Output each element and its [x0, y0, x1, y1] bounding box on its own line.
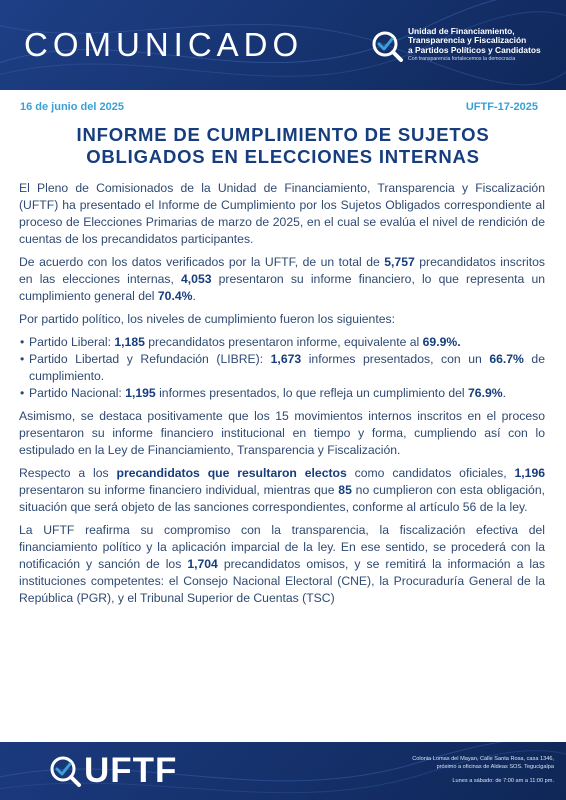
bullet-3-text-1: Partido Nacional:	[29, 386, 126, 400]
list-item-partido-libre	[19, 351, 545, 385]
paragraph-2-text-1: De acuerdo con los datos verificados por la UFTF, de un total de	[19, 255, 385, 269]
paragraph-5-text-2: como candidatos oficiales,	[346, 466, 515, 480]
paragraph-5-text-4: no cumplieron con esta obligación, situación que será objeto de las sanciones correspondientes, conforme al artículo 56 de la ley.	[19, 483, 545, 514]
bullet-2-text-2: informes presentados, con un	[301, 352, 490, 366]
elected-non-compliant: 85	[338, 483, 352, 497]
total-precandidates: 5,757	[384, 255, 415, 269]
footer-brand: UFTF	[84, 751, 178, 790]
bullet-3-text-3: .	[502, 386, 506, 400]
footer-address	[364, 756, 554, 771]
paragraph-5-text-1: Respecto a los	[19, 466, 117, 480]
paragraph-5-text-3: presentaron su informe financiero individual, mientras que	[19, 483, 339, 497]
logo-text	[408, 27, 541, 55]
paragraph-1: El Pleno de Comisionados de la Unidad de Financiamiento, Transparencia y Fiscalización (UFTF) ha presentado el Informe de Cumplimiento por los Sujetos Obligados correspondiente al proceso de Elecciones Primarias de marzo de 2025, en el cual se evalúa el nivel de rendición de cuentas de los precandidatos participantes.	[19, 181, 545, 246]
bullet-2-text-3: de cumplimiento.	[29, 352, 545, 383]
document-body	[19, 180, 545, 613]
paragraph-6-text-2: precandidatos omisos, y se remitirá la información a las instituciones competentes: el Consejo Nacional Electoral (CNE), la Procuraduría General de la República (PGR), y el Tribunal Superior de Cuentas (TSC)	[19, 557, 545, 605]
bullet-1-percent: 69.9%.	[422, 335, 461, 349]
paragraph-2-text-2: precandidatos inscritos en las elecciones internas,	[19, 255, 545, 286]
footer-banner	[0, 742, 566, 800]
meta-row	[20, 101, 538, 115]
footer-logo	[48, 751, 228, 791]
elected-precandidates: precandidatos que resultaron electos	[116, 466, 347, 480]
bullet-3-percent: 76.9%	[468, 386, 503, 400]
title-line-1: INFORME DE CUMPLIMIENTO DE SUJETOS	[76, 124, 490, 145]
elected-reports-submitted: 1,196	[514, 466, 545, 480]
paragraph-2-text-4: .	[192, 289, 196, 303]
address-line-2: próximo a oficinas de Aldeas SOS. Tegucigalpa	[436, 763, 554, 770]
party-compliance-list	[19, 334, 545, 402]
bullet-1-count: 1,185	[114, 335, 145, 349]
paragraph-2	[19, 254, 545, 305]
bullet-3-text-2: informes presentados, lo que refleja un cumplimiento del	[155, 386, 469, 400]
list-item-partido-liberal	[19, 334, 545, 351]
footer-hours: Lunes a sábado: de 7:00 am a 11:00 pm.	[452, 778, 554, 784]
uftf-logo	[370, 26, 560, 70]
paragraph-2-text-3: presentaron su informe financiero, lo que representa un cumplimiento general del	[19, 272, 546, 303]
logo-line-1: Unidad de Financiamiento,	[408, 26, 515, 36]
bullet-3-count: 1,195	[125, 386, 156, 400]
paragraph-5	[19, 465, 545, 516]
reports-submitted: 4,053	[181, 272, 212, 286]
bullet-2-percent: 66.7%	[489, 352, 524, 366]
bullet-1-text-1: Partido Liberal:	[29, 335, 115, 349]
logo-line-3: a Partidos Políticos y Candidatos	[408, 44, 541, 55]
list-item-partido-nacional	[19, 385, 545, 402]
header-banner	[0, 0, 566, 90]
bullet-2-count: 1,673	[270, 352, 302, 366]
magnifier-check-icon	[370, 29, 404, 63]
release-code: UFTF-17-2025	[465, 101, 538, 113]
paragraph-3: Por partido político, los niveles de cumplimiento fueron los siguientes:	[19, 312, 395, 326]
paragraph-6	[19, 522, 545, 607]
document-title	[20, 124, 546, 168]
paragraph-6-text-1: La UFTF reafirma su compromiso con la transparencia, la fiscalización efectiva del financiamiento político y la aplicación imparcial de la ley. En ese sentido, se procederá con la notificación y sanción de los	[19, 523, 545, 571]
title-line-2: OBLIGADOS EN ELECCIONES INTERNAS	[86, 146, 480, 167]
logo-line-2: Transparencia y Fiscalización	[408, 35, 527, 46]
general-compliance: 70.4%	[157, 289, 193, 303]
bullet-2-text-1: Partido Libertad y Refundación (LIBRE):	[29, 352, 271, 366]
bullet-1-text-2: precandidatos presentaron informe, equivalente al	[144, 335, 423, 349]
omitted-precandidates: 1,704	[187, 557, 218, 571]
logo-tagline: Con transparencia fortalecemos la democracia	[408, 56, 516, 62]
header-title: COMUNICADO	[24, 26, 304, 63]
address-line-1: Colonia Lomas del Mayan, Calle Santa Rosa, casa 1346,	[412, 756, 554, 762]
paragraph-4: Asimismo, se destaca positivamente que los 15 movimientos internos inscritos en el proceso presentaron su informe financiero institucional en tiempo y forma, cumpliendo así con lo estipulado en la Ley de Financiamiento, Transparencia y Fiscalización.	[19, 409, 545, 457]
release-date: 16 de junio del 2025	[20, 101, 124, 113]
magnifier-check-icon	[48, 754, 82, 788]
